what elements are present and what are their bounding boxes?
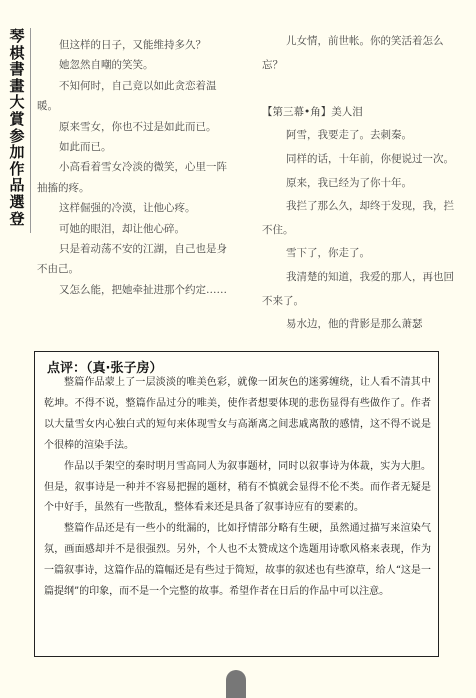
left-paragraph: 这样倔强的冷漠，让他心疼。 (59, 202, 196, 215)
review-paragraph: 整篇作品还是有一些小的纰漏的，比如抒情部分略有生硬，虽然通过描写来渲染气氛，画面感却并不是很强烈。另外，个人也不太赞成这个选题用诗歌风格来表现，作为一篇叙事诗，这篇作品的篇幅还是有些过于简短，故事的叙述也有些潦草，给人“这是一篇提纲”的印象，而不是一个完整的故事。希望作者在日后的作品中可以注意。 (44, 523, 431, 598)
right-text-column (262, 30, 457, 337)
review-box (34, 351, 439, 657)
review-body (44, 373, 431, 603)
right-intro: 儿女情，前世帐。你的笑活着怎么忘？ (262, 35, 444, 71)
left-text-column (37, 35, 237, 300)
vertical-title: 琴棋書畫大賞参加作品選登 (9, 27, 25, 228)
left-paragraph: 只是着动荡不安的江湖，自己也是身不由己。 (37, 243, 227, 276)
right-paragraph: 雪下了，你走了。 (286, 247, 370, 260)
left-paragraph: 又怎么能，把她牵扯进那个约定…… (59, 283, 227, 296)
page-number-tab (226, 670, 246, 698)
section-heading: 【第三幕•角】美人泪 (262, 105, 363, 118)
right-paragraph: 我拦了那么久，却终于发现，我，拦不住。 (262, 200, 454, 236)
left-paragraph: 不知何时，自己竟以如此贪恋着温暖。 (37, 79, 217, 113)
right-paragraph: 原来，我已经为了你十年。 (286, 176, 412, 189)
left-paragraph: 如此而已。 (59, 141, 112, 154)
left-paragraph: 原来雪女，你也不过是如此而已。 (59, 120, 217, 133)
left-paragraph: 但这样的日子，又能维持多久？ (59, 39, 206, 51)
right-paragraph: 同样的话，十年前，你便说过一次。 (286, 152, 454, 165)
review-paragraph: 整篇作品蒙上了一层淡淡的唯美色彩，就像一团灰色的迷雾缠绕，让人看不清其中乾坤。不得不说，整篇作品过分的唯美，使作者想要体现的悲伤显得有些做作了。作者以大量雪女内心独白式的短句来体现雪女与高渐离之间悲戚离散的感情，这不得不说是个很棒的渲染手法。 (44, 377, 431, 451)
right-paragraph: 易水边，他的背影是那么萧瑟 (286, 318, 423, 331)
right-paragraph: 阿雪，我要走了。去刺秦。 (286, 129, 412, 142)
review-paragraph: 作品以手架空的秦时明月雪高同人为叙事题材，同时以叙事诗为体裁，实为大胆。但是，叙事诗是一种并不容易把握的题材，稍有不慎就会显得不伦不类。而作者无疑是个中好手，虽然有一些散乱，整体看来还是具备了叙事诗应有的要素的。 (44, 460, 431, 514)
right-paragraphs (262, 124, 457, 336)
vertical-rule (30, 28, 31, 233)
review-title: 点评：（真·张子房） (47, 361, 163, 376)
left-paragraph: 她忽然自嘲的笑笑。 (59, 59, 154, 72)
left-paragraph: 小高看着雪女冷淡的微笑，心里一阵抽搐的疼。 (37, 161, 227, 194)
left-paragraph: 可她的眼泪，却让他心碎。 (59, 222, 185, 235)
right-paragraph: 我清楚的知道，我爱的那人，再也回不来了。 (262, 270, 454, 307)
